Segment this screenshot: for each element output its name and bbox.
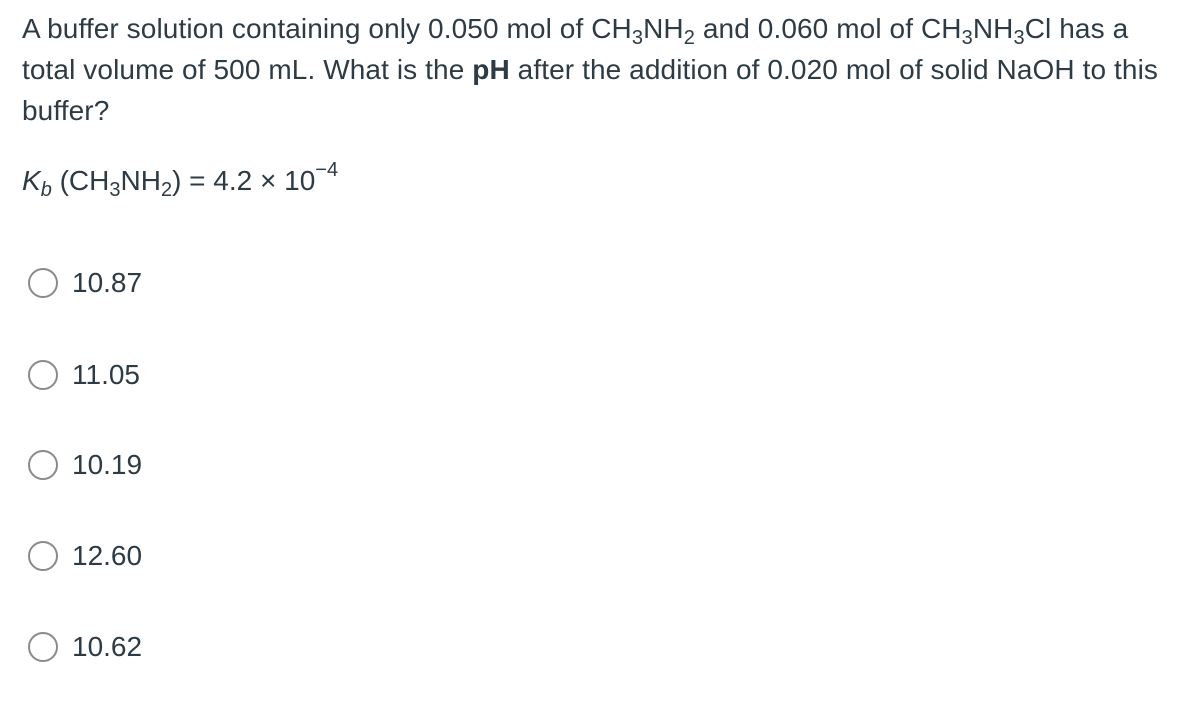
question-part: NH bbox=[643, 13, 684, 44]
radio-button[interactable] bbox=[28, 541, 58, 571]
subscript: 3 bbox=[631, 27, 644, 49]
answer-option-label: 11.05 bbox=[72, 359, 140, 390]
question-part: A buffer solution containing only 0.050 mol of CH bbox=[22, 13, 632, 44]
kb-subscript: b bbox=[40, 179, 52, 201]
radio-button[interactable] bbox=[28, 450, 58, 480]
question-part: NH bbox=[972, 13, 1014, 44]
kb-symbol: K bbox=[22, 165, 41, 196]
answer-option-label: 10.62 bbox=[72, 631, 143, 662]
given-part: (CH bbox=[51, 165, 110, 196]
answer-option-3[interactable] bbox=[28, 447, 142, 483]
question-part: Cl has a total volume of 500 mL. What is the bbox=[22, 13, 1129, 85]
answer-option-1[interactable] bbox=[28, 265, 142, 301]
answer-option-4[interactable] bbox=[28, 538, 142, 574]
given-part: ) = 4.2 × 10 bbox=[172, 165, 316, 196]
subscript: 2 bbox=[683, 27, 695, 49]
radio-button[interactable] bbox=[28, 632, 58, 662]
subscript: 3 bbox=[961, 27, 973, 49]
question-text bbox=[22, 8, 1182, 131]
answer-option-5[interactable] bbox=[28, 629, 142, 665]
given-constant bbox=[22, 160, 338, 201]
answer-option-2[interactable] bbox=[28, 357, 140, 393]
radio-button[interactable] bbox=[28, 268, 58, 298]
subscript: 3 bbox=[1013, 27, 1025, 49]
question-bold-ph: pH bbox=[472, 54, 510, 85]
question-part: after the addition of 0.020 mol of solid NaOH to this buffer? bbox=[22, 54, 1158, 126]
exponent: −4 bbox=[315, 159, 339, 181]
subscript: 3 bbox=[109, 179, 121, 201]
answer-option-label: 12.60 bbox=[72, 540, 143, 571]
answer-option-label: 10.19 bbox=[72, 449, 143, 480]
subscript: 2 bbox=[160, 179, 173, 201]
given-part: NH bbox=[120, 165, 161, 196]
question-part: and 0.060 mol of CH bbox=[695, 13, 962, 44]
answer-option-label: 10.87 bbox=[72, 267, 143, 298]
radio-button[interactable] bbox=[28, 360, 58, 390]
